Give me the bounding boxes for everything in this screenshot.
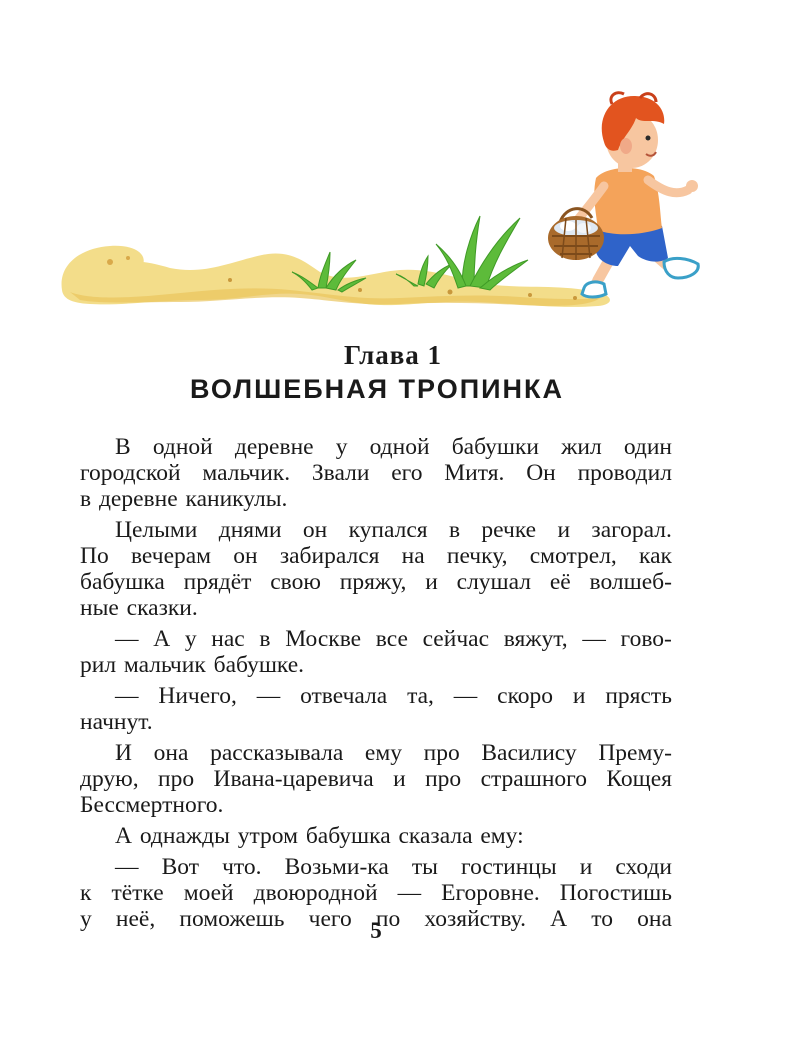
text-line: — Вот что. Возьми-ка ты гостинцы и сходи	[115, 854, 672, 880]
page-number: 5	[370, 918, 382, 943]
chapter-text	[80, 434, 672, 932]
text-line: начнут.	[80, 709, 153, 735]
text-line: бабушка прядёт свою пряжу, и слушал её волшеб-	[80, 569, 672, 595]
text-line: По вечерам он забирался на печку, смотрел, как	[80, 543, 672, 569]
text-line: А однажды утром бабушка сказала ему:	[115, 823, 524, 849]
chapter-title: ВОЛШЕБНАЯ ТРОПИНКА	[190, 374, 564, 404]
chapter-label: Глава 1	[343, 340, 443, 370]
text-line: у неё, поможешь чего по хозяйству. А то она	[80, 906, 672, 932]
boy-icon	[576, 93, 698, 297]
text-line: И она рассказывала ему про Василису Прему-	[115, 740, 672, 766]
chapter-illustration	[0, 0, 786, 330]
text-line: рил мальчик бабушке.	[80, 652, 305, 678]
text-line: Бессмертного.	[80, 792, 224, 818]
text-line: в деревне каникулы.	[80, 486, 288, 512]
text-line: В одной деревне у одной бабушки жил один	[115, 434, 672, 460]
text-line: Целыми днями он купался в речке и загорал.	[115, 517, 672, 543]
text-line: городской мальчик. Звали его Митя. Он проводил	[80, 460, 672, 486]
basket-icon	[548, 209, 604, 260]
text-line: к тётке моей двоюродной — Егоровне. Погостишь	[80, 880, 672, 906]
text-line: — А у нас в Москве все сейчас вяжут, — гово-	[115, 626, 672, 652]
text-line: друю, про Ивана-царевича и про страшного Кощея	[80, 766, 672, 792]
text-line: ные сказки.	[80, 595, 198, 621]
text-line: — Ничего, — отвечала та, — скоро и прясть	[115, 683, 672, 709]
